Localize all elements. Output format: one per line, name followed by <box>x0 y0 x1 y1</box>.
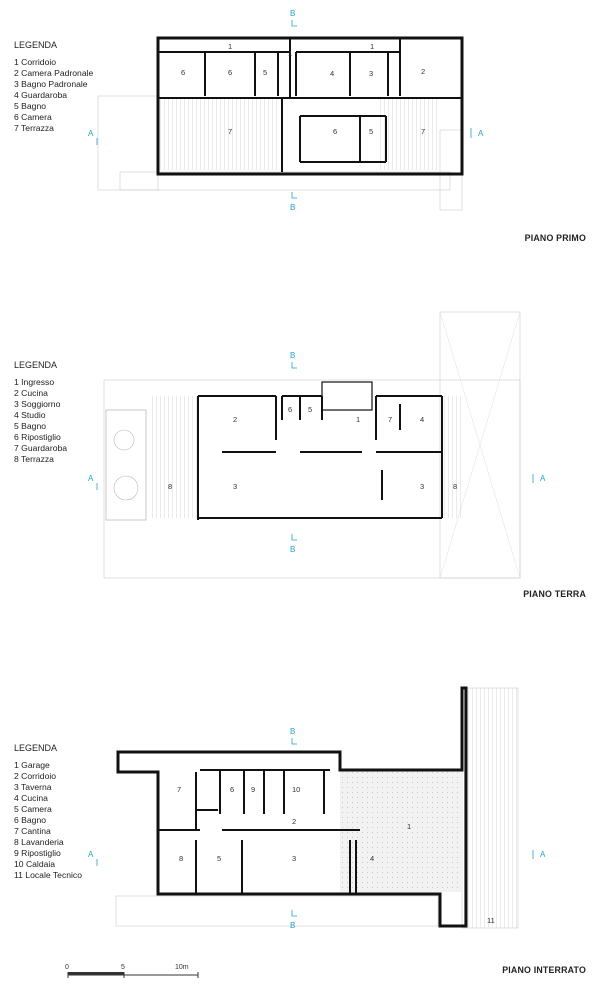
legend-item: 6 Ripostiglio <box>14 432 61 442</box>
room-number: 2 <box>421 67 426 76</box>
section-mark-a: A <box>478 129 484 138</box>
legend-item: 6 Bagno <box>14 815 47 825</box>
section-mark-b: B <box>290 727 296 736</box>
room-number: 6 <box>333 127 338 136</box>
room-number: 6 <box>228 68 233 77</box>
section-mark-b: B <box>290 351 296 360</box>
legend-item: 2 Cucina <box>14 388 48 398</box>
legend-item: 9 Ripostiglio <box>14 848 61 858</box>
legend-item: 2 Corridoio <box>14 771 57 781</box>
room-number: 4 <box>420 415 425 424</box>
room-number: 1 <box>228 42 233 51</box>
section-arrow-icon <box>292 910 297 916</box>
room-number: 1 <box>288 49 293 58</box>
room-number: 8 <box>179 854 184 863</box>
room-number: 7 <box>388 415 393 424</box>
legend-item: 6 Camera <box>14 112 52 122</box>
section-mark-a: A <box>88 850 94 859</box>
garden-planter <box>106 410 146 520</box>
section-arrow-icon <box>292 738 297 744</box>
room-number: 3 <box>369 69 374 78</box>
room-number: 6 <box>288 405 293 414</box>
terrace <box>160 98 280 170</box>
section-arrow-icon <box>292 20 297 26</box>
legend-item: 4 Guardaroba <box>14 90 68 100</box>
legend-title: LEGENDA <box>14 743 58 753</box>
room-number: 7 <box>177 785 182 794</box>
room-number: 6 <box>230 785 235 794</box>
legend-item: 1 Corridoio <box>14 57 57 67</box>
legend-item: 7 Guardaroba <box>14 443 68 453</box>
room-number: 3 <box>420 482 425 491</box>
room-number: 8 <box>453 482 458 491</box>
section-mark-a: A <box>88 129 94 138</box>
legend-item: 10 Caldaia <box>14 859 56 869</box>
room-number: 4 <box>370 854 375 863</box>
terrace <box>150 396 198 518</box>
legend-item: 2 Camera Padronale <box>14 68 94 78</box>
room-number: 9 <box>251 785 256 794</box>
legend-item: 4 Studio <box>14 410 46 420</box>
room-number: 6 <box>181 68 186 77</box>
section-mark-b: B <box>290 9 296 18</box>
legend-title: LEGENDA <box>14 360 58 370</box>
scale-label: 10m <box>175 964 189 971</box>
room-number: 8 <box>168 482 173 491</box>
legend-item: 8 Terrazza <box>14 454 54 464</box>
site-outline <box>440 130 462 210</box>
tree-icon <box>114 430 134 450</box>
room-number: 7 <box>228 127 233 136</box>
plan-piano-primo <box>88 9 484 212</box>
scale-label: 5 <box>121 964 125 971</box>
room-number: 5 <box>369 127 374 136</box>
section-mark-a: A <box>540 474 546 483</box>
plan-title-primo: PIANO PRIMO <box>524 233 586 243</box>
room-number: 5 <box>308 405 313 414</box>
legend-item: 4 Cucina <box>14 793 48 803</box>
room-number: 10 <box>292 785 301 794</box>
room-labels <box>168 405 457 491</box>
site-outline <box>98 96 158 190</box>
legend-item: 11 Locale Tecnico <box>14 870 83 880</box>
scale-label: 0 <box>65 964 69 971</box>
plan-title-interrato: PIANO INTERRATO <box>502 965 586 975</box>
terrace <box>380 98 440 170</box>
tree-icon <box>114 476 138 500</box>
legend-item: 5 Bagno <box>14 421 47 431</box>
legend-item: 3 Bagno Padronale <box>14 79 88 89</box>
site-outline <box>116 896 438 926</box>
legend-item: 1 Garage <box>14 760 50 770</box>
room-number: 3 <box>292 854 297 863</box>
legend-item: 3 Soggiorno <box>14 399 61 409</box>
room-number: 5 <box>263 68 268 77</box>
section-mark-a: A <box>88 474 94 483</box>
ramp <box>462 688 518 928</box>
legend-item: 7 Cantina <box>14 826 51 836</box>
scale-bar <box>65 964 198 978</box>
section-arrow-icon <box>292 362 297 368</box>
room-number: 2 <box>292 817 297 826</box>
room-number: 1 <box>356 415 361 424</box>
plan-piano-interrato <box>88 688 546 930</box>
section-arrow-icon <box>292 192 297 198</box>
plan-title-terra: PIANO TERRA <box>523 589 586 599</box>
room-number: 1 <box>370 42 375 51</box>
room-number: 11 <box>487 916 495 925</box>
staircase <box>322 382 372 410</box>
room-number: 4 <box>330 69 335 78</box>
terrace <box>442 396 462 518</box>
section-mark-b: B <box>290 545 296 554</box>
legend-item: 8 Lavanderia <box>14 837 64 847</box>
room-number: 5 <box>217 854 222 863</box>
room-number: 7 <box>421 127 426 136</box>
room-number: 2 <box>233 415 238 424</box>
section-arrow-icon <box>292 534 297 540</box>
room-number: 1 <box>407 822 412 831</box>
room-number: 3 <box>233 482 238 491</box>
section-mark-a: A <box>540 850 546 859</box>
section-mark-b: B <box>290 921 296 930</box>
section-mark-b: B <box>290 203 296 212</box>
legend-title: LEGENDA <box>14 40 58 50</box>
legend-item: 1 Ingresso <box>14 377 55 387</box>
legend-item: 5 Bagno <box>14 101 47 111</box>
plan-piano-terra <box>88 312 546 578</box>
legend-item: 3 Taverna <box>14 782 52 792</box>
legend-item: 7 Terrazza <box>14 123 54 133</box>
internal-walls <box>158 770 360 894</box>
legend-item: 5 Camera <box>14 804 52 814</box>
